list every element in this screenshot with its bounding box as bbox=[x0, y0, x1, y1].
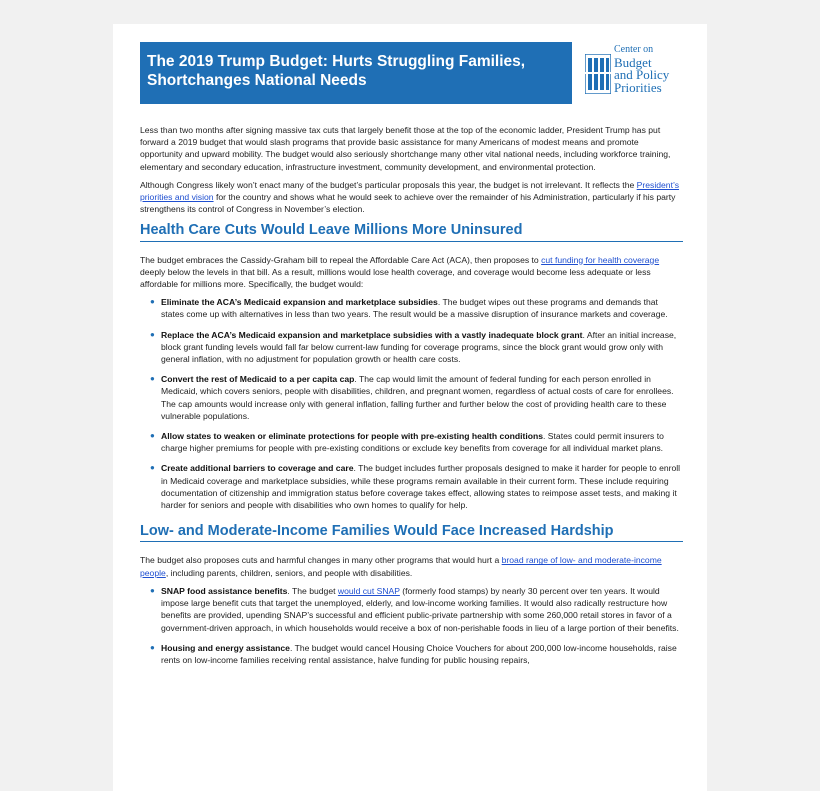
title-line-1: The 2019 Trump Budget: Hurts Struggling Families, bbox=[147, 53, 526, 70]
broad-range-link[interactable]: broad range of low- and moderate-income people bbox=[140, 555, 662, 578]
document-body bbox=[140, 124, 683, 674]
capitol-building-icon bbox=[585, 54, 611, 94]
bullet-icon: ● bbox=[150, 642, 155, 652]
health-care-intro: The budget embraces the Cassidy-Graham bill to repeal the Affordable Care Act (ACA), then proposes to cut funding for health coverage deeply below the levels in that bill. As a result, millions would lose health coverage, and coverage would become less adequate or less affordable for millions more. Specifically, the budget would: bbox=[140, 254, 660, 290]
bullet-icon: ● bbox=[150, 297, 155, 307]
bullet-icon: ● bbox=[150, 463, 155, 473]
low-income-intro: The budget also proposes cuts and harmful changes in many other programs that would hurt a broad range of low- and moderate-income people, including parents, children, seniors, and people with disabilities. bbox=[140, 555, 662, 578]
bullet-icon: ● bbox=[150, 585, 155, 595]
bullet-icon: ● bbox=[150, 374, 155, 384]
list-item: ● Eliminate the ACA’s Medicaid expansion and marketplace subsidies. The budget wipes out these programs and demands that states come up with alternatives in less than two years. The result would be a massive disruption of insurance markets and coverage. bbox=[150, 297, 668, 320]
logo-wordmark: Center on Budget and Policy Priorities bbox=[614, 44, 670, 95]
cbpp-logo bbox=[585, 44, 681, 102]
list-item: ● SNAP food assistance benefits. The budget would cut SNAP (formerly food stamps) by nearly 30 percent over ten years. It would impose large benefit cuts that target the unemployed, elderly, and low-income working families. It would also radically restructure how benefits are provided, upending SNAP’s successful and efficient public-private partnership with some 260,000 retail stores in favor of a government-driven approach, in which households would receive a box of non-perishable foods in lieu of a large portion of their benefits. bbox=[150, 585, 679, 633]
list-item: ● Replace the ACA’s Medicaid expansion and marketplace subsidies with a vastly inadequate block grant. After an initial increase, block grant funding levels would fall far below current-law funding for coverage programs, since the block grant would grow only with general inflation, with no adjustment for population growth or health care costs. bbox=[150, 329, 677, 365]
title-line-2: Shortchanges National Needs bbox=[147, 72, 367, 89]
cut-funding-link[interactable]: cut funding for health coverage bbox=[541, 254, 660, 265]
health-care-bullets bbox=[140, 296, 683, 511]
title-banner bbox=[140, 42, 572, 104]
list-item: ● Allow states to weaken or eliminate protections for people with pre-existing health conditions. States could permit insurers to charge higher premiums for people with pre-existing conditions or exclude key benefits from coverage for all individual market plans. bbox=[150, 431, 664, 454]
low-income-bullets bbox=[140, 585, 683, 666]
list-item: ● Convert the rest of Medicaid to a per capita cap. The cap would limit the amount of federal funding for each person enrolled in Medicaid, which covers seniors, people with disabilities, children, and pregnant women, regardless of actual costs of care for enrollees. The cap amounts would increase only with general inflation, falling further and further below the cost of providing health care to these vulnerable populations. bbox=[150, 374, 674, 421]
bullet-icon: ● bbox=[150, 329, 155, 339]
intro-paragraph-2: Although Congress likely won’t enact many of the budget’s particular proposals this year, the budget is not irrelevant. It reflects the President’s priorities and vision for the country and shows what he would seek to achieve over the remainder of his Administration, particularly if his party strengthens its control of Congress in November’s election. bbox=[140, 179, 680, 215]
list-item: ● Create additional barriers to coverage and care. The budget includes further proposals designed to make it harder for people to enroll in Medicaid coverage and marketplace subsidies, while these programs remain available in their current form. These include requiring documentation of citizenship and immigration status before coverage takes effect, allowing states to reimpose asset tests, and making it harder for seniors and people with disabilities who own homes to qualify for help. bbox=[150, 463, 681, 511]
section-heading-health-care: Health Care Cuts Would Leave Millions More Uninsured bbox=[140, 224, 683, 241]
document-page bbox=[113, 24, 707, 791]
section-heading-low-income: Low- and Moderate-Income Families Would Face Increased Hardship bbox=[140, 525, 683, 542]
intro-paragraph-1: Less than two months after signing massive tax cuts that largely benefit those at the top of the economic ladder, President Trump has put forward a 2019 budget that would slash programs that provide basic assistance for many Americans of modest means and promote opportunity and upward mobility. The budget would also seriously shortchange many other vital national needs, including workforce training, elementary and secondary education, infrastructure investment, community development, and environmental protection. bbox=[140, 125, 671, 172]
bullet-icon: ● bbox=[150, 431, 155, 441]
would-cut-snap-link[interactable]: would cut SNAP bbox=[337, 585, 400, 596]
presidents-priorities-link[interactable]: President’s priorities and vision bbox=[140, 179, 680, 203]
list-item: ● Housing and energy assistance. The budget would cancel Housing Choice Vouchers for about 200,000 low-income households, raise rents on low-income families receiving rental assistance, halve funding for public housing repairs, bbox=[150, 642, 677, 665]
